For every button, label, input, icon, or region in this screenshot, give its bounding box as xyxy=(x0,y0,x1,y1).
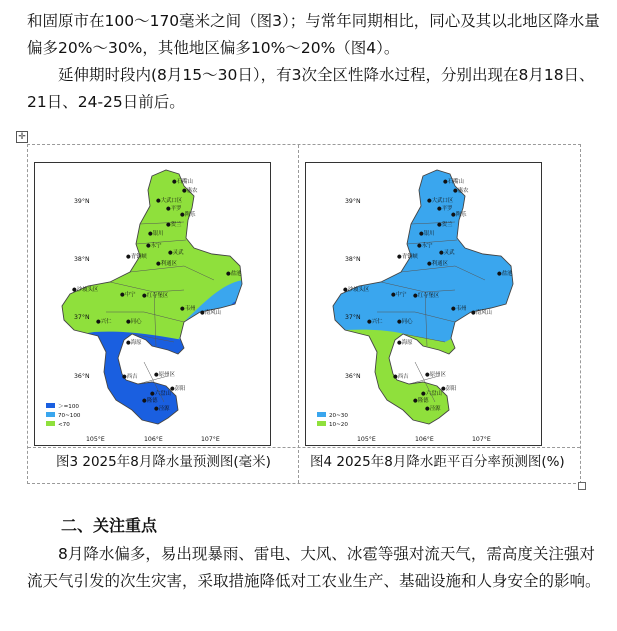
svg-text:36°N: 36°N xyxy=(345,373,361,380)
svg-text:105°E: 105°E xyxy=(86,436,105,443)
svg-text:●惠农: ●惠农 xyxy=(182,188,198,194)
svg-text:●沙坡头区: ●沙坡头区 xyxy=(72,287,99,293)
svg-text:●西吉: ●西吉 xyxy=(393,374,409,380)
svg-text:●韦州: ●韦州 xyxy=(451,306,467,312)
svg-text:●贺兰: ●贺兰 xyxy=(166,222,182,228)
svg-text:●石嘴山: ●石嘴山 xyxy=(443,179,464,185)
svg-text:●惠农: ●惠农 xyxy=(453,188,469,194)
svg-text:●大武口区: ●大武口区 xyxy=(427,198,454,204)
fig3-legend-label: ＞=100 xyxy=(58,404,79,410)
svg-text:●银川: ●银川 xyxy=(148,231,164,237)
svg-text:37°N: 37°N xyxy=(74,314,90,321)
svg-text:●兴仁: ●兴仁 xyxy=(367,319,383,325)
svg-text:●红寺堡区: ●红寺堡区 xyxy=(142,293,169,299)
svg-text:●海原: ●海原 xyxy=(126,340,142,346)
svg-text:38°N: 38°N xyxy=(345,256,361,263)
figure-table xyxy=(27,144,581,484)
svg-text:●贺兰: ●贺兰 xyxy=(437,222,453,228)
svg-text:●兴仁: ●兴仁 xyxy=(96,319,112,325)
paragraph-extended-period: 延伸期时段内(8月15～30日），有3次全区性降水过程，分别出现在8月18日、21日、24-25日前后。 xyxy=(27,66,595,111)
svg-text:37°N: 37°N xyxy=(345,314,361,321)
svg-text:●利通区: ●利通区 xyxy=(156,261,177,267)
svg-text:36°N: 36°N xyxy=(74,373,90,380)
svg-text:●原州区: ●原州区 xyxy=(154,372,175,378)
svg-text:●陶乐: ●陶乐 xyxy=(180,212,196,218)
svg-text:●南风山: ●南风山 xyxy=(200,310,221,316)
svg-text:●盐池: ●盐池 xyxy=(226,271,242,277)
svg-text:●盐池: ●盐池 xyxy=(497,271,513,277)
svg-text:●泾源: ●泾源 xyxy=(154,406,170,412)
svg-text:●六盘山: ●六盘山 xyxy=(150,391,171,397)
svg-text:38°N: 38°N xyxy=(74,256,90,263)
svg-text:●灵武: ●灵武 xyxy=(168,250,184,256)
svg-text:●隆德: ●隆德 xyxy=(142,398,158,404)
svg-text:105°E: 105°E xyxy=(357,436,376,443)
svg-text:●青铜峡: ●青铜峡 xyxy=(126,254,147,260)
svg-text:39°N: 39°N xyxy=(345,198,361,205)
svg-text:●西吉: ●西吉 xyxy=(122,374,138,380)
svg-text:●六盘山: ●六盘山 xyxy=(421,391,442,397)
svg-text:●永宁: ●永宁 xyxy=(417,243,433,249)
svg-text:●大武口区: ●大武口区 xyxy=(156,198,183,204)
svg-text:●红寺堡区: ●红寺堡区 xyxy=(413,293,440,299)
svg-text:●平罗: ●平罗 xyxy=(166,206,182,212)
table-resize-handle[interactable] xyxy=(578,482,586,490)
svg-text:●平罗: ●平罗 xyxy=(437,206,453,212)
figure-3-map xyxy=(34,162,271,446)
svg-text:●青铜峡: ●青铜峡 xyxy=(397,254,418,260)
svg-text:●南风山: ●南风山 xyxy=(471,310,492,316)
fig4-legend-label: 10~20 xyxy=(329,422,348,428)
fig3-legend-label: <70 xyxy=(58,422,70,428)
svg-text:●隆德: ●隆德 xyxy=(413,398,429,404)
svg-text:●陶乐: ●陶乐 xyxy=(451,212,467,218)
svg-text:39°N: 39°N xyxy=(74,198,90,205)
svg-text:●海原: ●海原 xyxy=(397,340,413,346)
svg-text:●灵武: ●灵武 xyxy=(439,250,455,256)
figure-4-map xyxy=(305,162,542,446)
table-row-divider xyxy=(28,447,580,448)
svg-text:●永宁: ●永宁 xyxy=(146,243,162,249)
svg-text:●同心: ●同心 xyxy=(397,319,413,325)
paragraph-rainfall-forecast: 和固原市在100～170毫米之间（图3）；与常年同期相比，同心及其以北地区降水量偏多20%～30%，其他地区偏多10%～20%（图4）。 xyxy=(27,12,600,57)
svg-text:●彭阳: ●彭阳 xyxy=(441,386,457,392)
svg-text:107°E: 107°E xyxy=(201,436,220,443)
figure-4-caption: 图4 2025年8月降水距平百分率预测图(%) xyxy=(310,454,565,470)
svg-text:●泾源: ●泾源 xyxy=(425,406,441,412)
paragraph-focus-points: 8月降水偏多，易出现暴雨、雷电、大风、冰雹等强对流天气，需高度关注强对流天气引发的次生灾害，采取措施降低对工农业生产、基础设施和人身安全的影响。 xyxy=(27,545,601,590)
fig3-legend-label: 70~100 xyxy=(58,413,81,419)
svg-text:106°E: 106°E xyxy=(144,436,163,443)
svg-text:●中宁: ●中宁 xyxy=(120,292,136,298)
section-heading: 二、关注重点 xyxy=(61,516,158,535)
svg-text:●原州区: ●原州区 xyxy=(425,372,446,378)
svg-text:●银川: ●银川 xyxy=(419,231,435,237)
svg-text:107°E: 107°E xyxy=(472,436,491,443)
svg-text:●韦州: ●韦州 xyxy=(180,306,196,312)
svg-text:●沙坡头区: ●沙坡头区 xyxy=(343,287,370,293)
svg-text:●中宁: ●中宁 xyxy=(391,292,407,298)
table-column-divider xyxy=(298,145,299,483)
svg-text:●彭阳: ●彭阳 xyxy=(170,386,186,392)
fig4-legend-label: 20~30 xyxy=(329,413,348,419)
table-move-handle-icon[interactable]: ✛ xyxy=(16,131,28,143)
svg-text:●同心: ●同心 xyxy=(126,319,142,325)
svg-text:●利通区: ●利通区 xyxy=(427,261,448,267)
figure-3-caption: 图3 2025年8月降水量预测图(毫米) xyxy=(56,454,271,470)
svg-text:106°E: 106°E xyxy=(415,436,434,443)
svg-text:●石嘴山: ●石嘴山 xyxy=(172,179,193,185)
